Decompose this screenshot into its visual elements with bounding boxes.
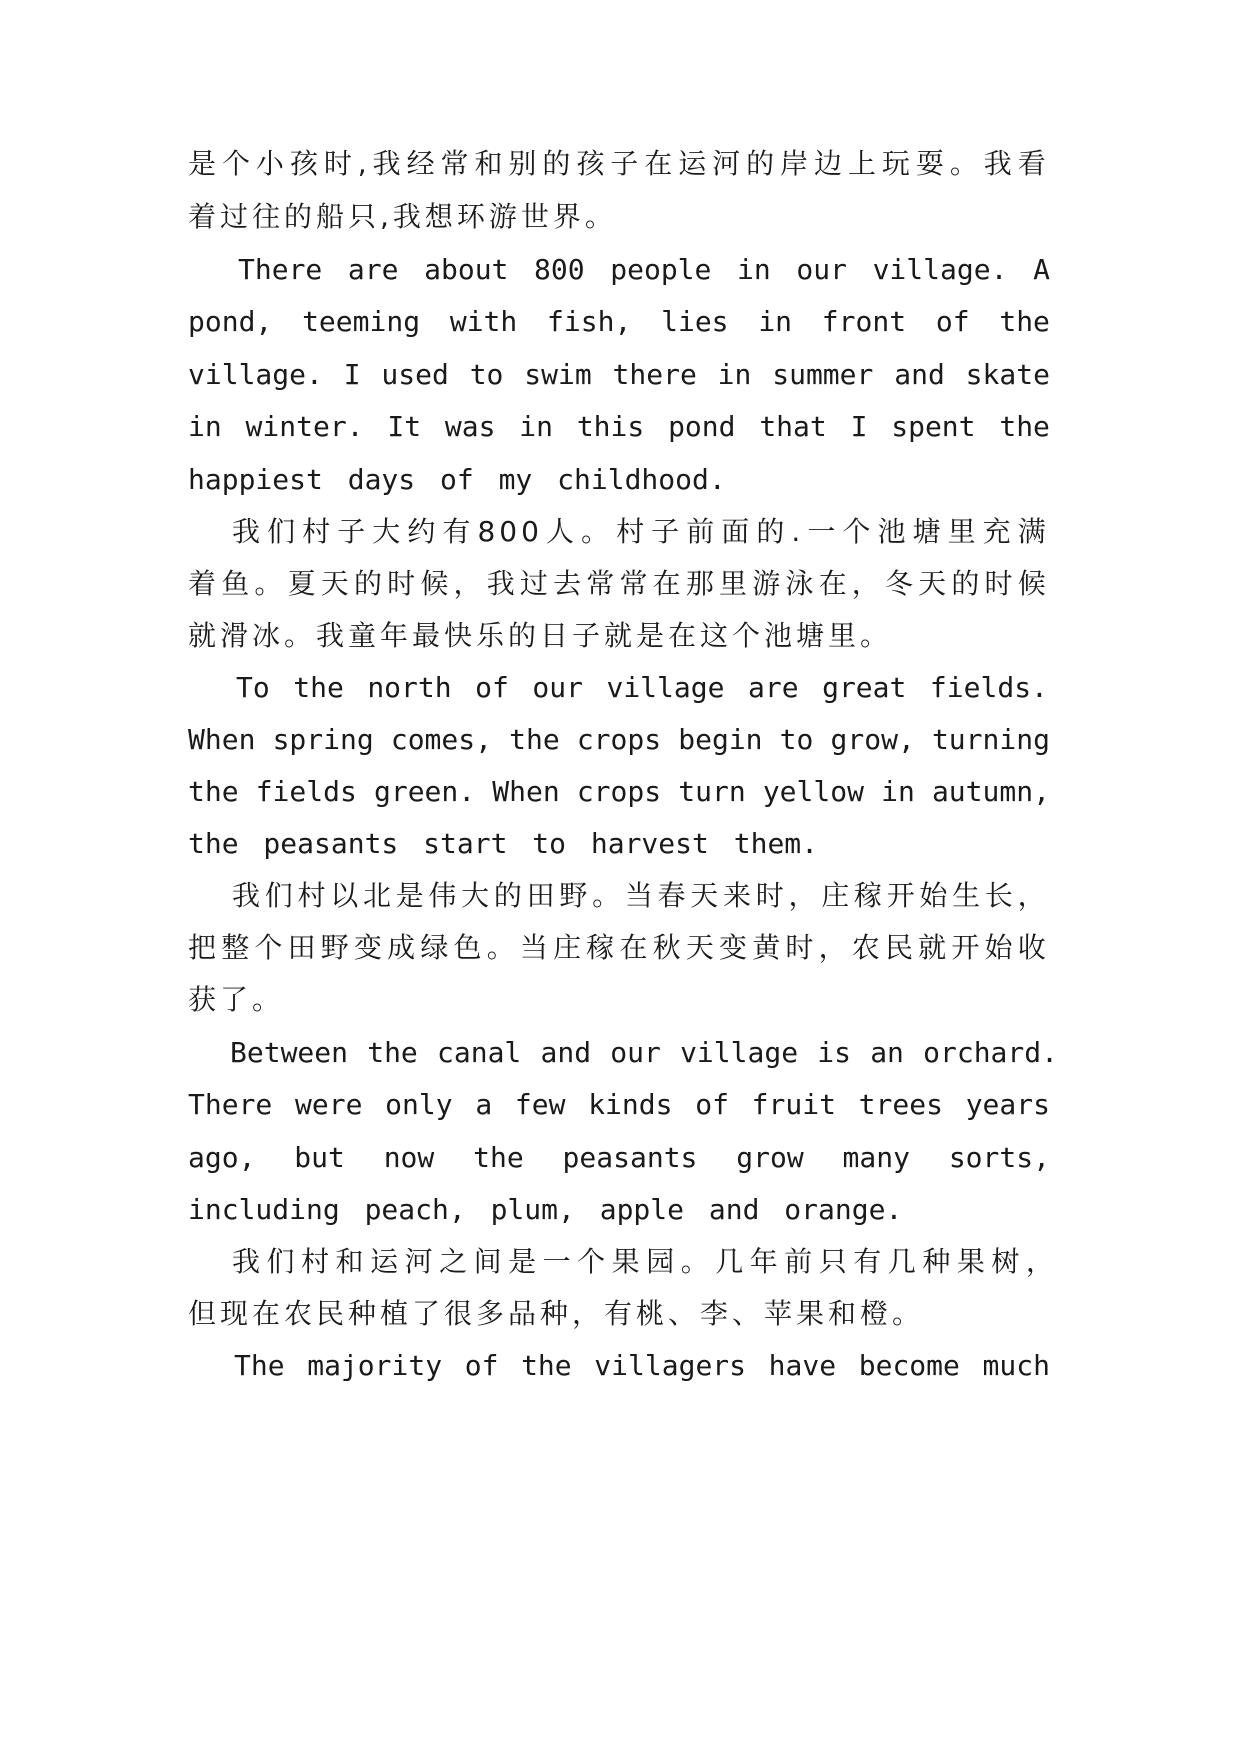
paragraph-first-line <box>232 512 1050 552</box>
glyph: 在 <box>644 147 677 180</box>
word: were <box>295 1088 363 1121</box>
glyph: 游 <box>752 567 785 600</box>
glyph: 黄 <box>752 931 785 964</box>
word: was <box>444 410 496 443</box>
word: in <box>758 305 793 338</box>
word: canal <box>437 1036 522 1069</box>
word: grow <box>736 1141 804 1174</box>
text-line <box>188 1138 1050 1178</box>
text-line <box>188 407 1050 447</box>
glyph: 池 <box>877 515 910 548</box>
word: a <box>475 1088 493 1121</box>
word: pond, <box>188 305 273 338</box>
word: great <box>822 671 907 704</box>
text-line <box>188 144 1050 184</box>
glyph: 鱼 <box>221 567 254 600</box>
glyph: 候 <box>420 567 453 600</box>
glyph: 来 <box>723 879 756 912</box>
glyph: 果 <box>956 1245 989 1278</box>
glyph: 的 <box>542 147 575 180</box>
text-line <box>188 616 1050 656</box>
word: the <box>509 723 560 756</box>
word: It <box>387 410 422 443</box>
glyph: 们 <box>267 515 300 548</box>
word: in <box>519 410 553 443</box>
word: fields <box>255 775 357 808</box>
word: The <box>234 1349 285 1382</box>
text-line <box>188 355 1050 395</box>
line-text: 着过往的船只,我想环游世界。 <box>188 200 617 233</box>
word: spent <box>891 410 976 443</box>
paragraph-first-line <box>236 668 1048 708</box>
glyph: 庄 <box>821 879 854 912</box>
glyph: 河 <box>404 1245 437 1278</box>
glyph: 种 <box>922 1245 955 1278</box>
glyph: 村 <box>301 1245 334 1278</box>
glyph: 玩 <box>881 147 914 180</box>
glyph: ， <box>453 567 486 600</box>
glyph: 耍 <box>915 147 948 180</box>
glyph: 间 <box>473 1245 506 1278</box>
text-line <box>188 824 1050 864</box>
glyph: 河 <box>712 147 745 180</box>
word: comes, <box>390 723 492 756</box>
glyph: 。 <box>949 147 982 180</box>
glyph: 有 <box>853 1245 886 1278</box>
glyph: 天 <box>690 879 723 912</box>
glyph: 前 <box>784 1245 817 1278</box>
glyph: 过 <box>519 567 552 600</box>
word: of <box>695 1088 729 1121</box>
glyph: 天 <box>918 567 951 600</box>
glyph: 收 <box>1017 931 1050 964</box>
glyph: 孩 <box>289 147 322 180</box>
word: fish, <box>547 305 632 338</box>
glyph: 那 <box>685 567 718 600</box>
glyph: 始 <box>919 879 952 912</box>
word: our <box>610 1036 661 1069</box>
glyph: 前 <box>686 515 719 548</box>
glyph: 小 <box>255 147 288 180</box>
glyph: ， <box>851 567 884 600</box>
glyph: 泳 <box>785 567 818 600</box>
glyph: 稼 <box>853 879 886 912</box>
glyph: 我 <box>983 147 1016 180</box>
glyph: 岸 <box>780 147 813 180</box>
word: spring <box>272 723 374 756</box>
word: orchard. <box>923 1036 1058 1069</box>
text-line <box>188 1294 1050 1334</box>
word: our <box>796 253 847 286</box>
word: the <box>367 1036 418 1069</box>
glyph: 大 <box>461 879 494 912</box>
glyph: 满 <box>1017 515 1050 548</box>
glyph: 树 <box>991 1245 1024 1278</box>
text-line <box>188 564 1050 604</box>
glyph: 着 <box>188 567 221 600</box>
line-text: happiest days of my childhood. <box>188 463 726 496</box>
paragraph-first-line <box>230 1033 1058 1073</box>
glyph: 面 <box>721 515 754 548</box>
glyph: 个 <box>577 1245 610 1278</box>
text-line <box>188 928 1050 968</box>
glyph: 园 <box>646 1245 679 1278</box>
glyph: 的 <box>756 515 789 548</box>
word: people <box>610 253 712 286</box>
glyph: 和 <box>335 1245 368 1278</box>
word: fields. <box>929 671 1048 704</box>
glyph: 常 <box>586 567 619 600</box>
paragraph-first-line <box>234 1346 1050 1386</box>
glyph: 别 <box>508 147 541 180</box>
glyph: 把 <box>188 931 221 964</box>
glyph: 果 <box>611 1245 644 1278</box>
word: become <box>858 1349 960 1382</box>
word: in <box>717 358 752 391</box>
glyph: 庄 <box>553 931 586 964</box>
glyph: 时 <box>323 147 356 180</box>
glyph: 只 <box>818 1245 851 1278</box>
word: teeming <box>302 305 421 338</box>
text-line <box>188 720 1050 760</box>
glyph: 伟 <box>428 879 461 912</box>
word: There <box>238 253 323 286</box>
word: our <box>532 671 583 704</box>
glyph: 的 <box>353 567 386 600</box>
glyph: 在 <box>619 931 652 964</box>
glyph: 春 <box>657 879 690 912</box>
glyph: , <box>357 147 371 180</box>
word: kinds <box>588 1088 673 1121</box>
glyph: 长 <box>984 879 1017 912</box>
glyph: 整 <box>221 931 254 964</box>
word: swim <box>524 358 592 391</box>
word: in <box>881 775 915 808</box>
glyph: 上 <box>847 147 880 180</box>
line-text: 但现在农民种植了很多品种，有桃、李、苹果和橙。 <box>188 1297 925 1330</box>
text-line <box>188 772 1050 812</box>
glyph: 。 <box>592 879 625 912</box>
glyph: 我 <box>372 147 405 180</box>
glyph: 天 <box>685 931 718 964</box>
word: peasants <box>562 1141 698 1174</box>
word: winter. <box>245 410 364 443</box>
paragraph-first-line <box>232 876 1050 916</box>
word: north <box>367 671 452 704</box>
line-text: including peach, plum, apple and orange. <box>188 1193 903 1226</box>
word: summer <box>772 358 874 391</box>
word: of <box>475 671 509 704</box>
word: an <box>870 1036 904 1069</box>
glyph: 色 <box>453 931 486 964</box>
text-line <box>188 460 1050 500</box>
glyph: 开 <box>951 931 984 964</box>
word: used <box>381 358 449 391</box>
glyph: 运 <box>678 147 711 180</box>
glyph: 是 <box>508 1245 541 1278</box>
glyph: 去 <box>553 567 586 600</box>
glyph: 的 <box>493 879 526 912</box>
glyph: 我 <box>232 515 265 548</box>
glyph: 的 <box>951 567 984 600</box>
glyph: 秋 <box>652 931 685 964</box>
word: to <box>779 723 814 756</box>
word: but <box>294 1141 345 1174</box>
glyph: 人 <box>545 515 578 548</box>
word: the <box>521 1349 572 1382</box>
word: about <box>424 253 509 286</box>
glyph: 和 <box>474 147 507 180</box>
word: this <box>576 410 645 443</box>
word: the <box>999 410 1050 443</box>
word: sorts, <box>948 1141 1050 1174</box>
glyph: 们 <box>264 879 297 912</box>
glyph: 时 <box>785 931 818 964</box>
glyph: 生 <box>952 879 985 912</box>
glyph: 里 <box>947 515 980 548</box>
word: and <box>894 358 945 391</box>
glyph: 夏 <box>287 567 320 600</box>
word: are <box>748 671 799 704</box>
text-line <box>188 302 1050 342</box>
glyph: 子 <box>337 515 370 548</box>
glyph: 年 <box>749 1245 782 1278</box>
glyph: 之 <box>439 1245 472 1278</box>
glyph: 个 <box>842 515 875 548</box>
glyph: 我 <box>232 1245 265 1278</box>
glyph: 始 <box>984 931 1017 964</box>
text-line <box>188 1085 1050 1125</box>
glyph: 我 <box>232 879 265 912</box>
word: the <box>293 671 344 704</box>
glyph: 变 <box>719 931 752 964</box>
word: much <box>982 1349 1050 1382</box>
glyph: 时 <box>755 879 788 912</box>
glyph: 变 <box>353 931 386 964</box>
glyph: 农 <box>851 931 884 964</box>
paragraph-first-line <box>232 1242 1058 1282</box>
word: green. <box>373 775 476 808</box>
word: village. <box>188 358 323 391</box>
word: village <box>680 1036 799 1069</box>
word: of <box>935 305 970 338</box>
glyph: ， <box>1017 879 1050 912</box>
glyph: 几 <box>887 1245 920 1278</box>
glyph: 约 <box>407 515 440 548</box>
glyph: 时 <box>387 567 420 600</box>
glyph: 。 <box>254 567 287 600</box>
glyph: 有 <box>442 515 475 548</box>
glyph: 候 <box>1017 567 1050 600</box>
word: many <box>842 1141 910 1174</box>
glyph: 里 <box>719 567 752 600</box>
word: yellow <box>762 775 864 808</box>
word: A <box>1033 253 1050 286</box>
glyph: 充 <box>982 515 1015 548</box>
text-line <box>188 1190 1050 1230</box>
glyph: 大 <box>372 515 405 548</box>
glyph: 个 <box>221 147 254 180</box>
glyph: ， <box>1025 1245 1058 1278</box>
word: front <box>821 305 907 338</box>
word: of <box>464 1349 499 1382</box>
word: in <box>188 410 222 443</box>
word: I <box>343 358 361 391</box>
glyph: 孩 <box>576 147 609 180</box>
word: are <box>347 253 399 286</box>
line-text: the peasants start to harvest them. <box>188 827 819 860</box>
word: only <box>385 1088 453 1121</box>
word: autumn, <box>931 775 1050 808</box>
glyph: 子 <box>651 515 684 548</box>
glyph: 的 <box>746 147 779 180</box>
word: begin <box>678 723 763 756</box>
word: When <box>492 775 560 808</box>
glyph: 是 <box>395 879 428 912</box>
glyph: 绿 <box>420 931 453 964</box>
word: fruit <box>751 1088 836 1121</box>
word: is <box>817 1036 851 1069</box>
glyph: 民 <box>884 931 917 964</box>
word: trees <box>858 1088 943 1121</box>
glyph: 看 <box>1017 147 1050 180</box>
glyph: 时 <box>984 567 1017 600</box>
glyph: ， <box>788 879 821 912</box>
glyph: 在 <box>818 567 851 600</box>
glyph: 村 <box>297 879 330 912</box>
glyph: 野 <box>320 931 353 964</box>
word: village <box>606 671 725 704</box>
word: the <box>188 775 239 808</box>
glyph: 田 <box>287 931 320 964</box>
word: with <box>449 305 518 338</box>
word: years <box>965 1088 1050 1121</box>
glyph: 几 <box>715 1245 748 1278</box>
glyph: 。 <box>581 515 614 548</box>
word: majority <box>307 1349 443 1382</box>
word: to <box>469 358 504 391</box>
word: there <box>612 358 697 391</box>
word: Between <box>230 1036 349 1069</box>
glyph: 常 <box>440 147 473 180</box>
glyph: 是 <box>188 147 221 180</box>
word: 800 <box>534 253 585 286</box>
glyph: 经 <box>406 147 439 180</box>
glyph: 常 <box>619 567 652 600</box>
glyph: 野 <box>559 879 592 912</box>
glyph: 稼 <box>586 931 619 964</box>
glyph: 运 <box>370 1245 403 1278</box>
glyph: 村 <box>302 515 335 548</box>
word: village. <box>872 253 1008 286</box>
word: skate <box>965 358 1050 391</box>
word: To <box>236 671 270 704</box>
word: grow, <box>830 723 915 756</box>
glyph: 北 <box>362 879 395 912</box>
word: now <box>383 1141 435 1174</box>
glyph: 当 <box>519 931 552 964</box>
glyph: 800 <box>477 515 543 548</box>
text-line <box>188 197 1050 237</box>
word: There <box>188 1088 273 1121</box>
word: When <box>188 723 256 756</box>
glyph: 一 <box>542 1245 575 1278</box>
glyph: 天 <box>320 567 353 600</box>
word: lies <box>661 305 729 338</box>
glyph: 一 <box>807 515 840 548</box>
glyph: 开 <box>886 879 919 912</box>
word: villagers <box>594 1349 747 1382</box>
word: pond <box>668 410 736 443</box>
glyph: 冬 <box>884 567 917 600</box>
glyph: 就 <box>918 931 951 964</box>
paragraph-first-line <box>238 250 1050 290</box>
word: turn <box>678 775 746 808</box>
word: have <box>768 1349 837 1382</box>
line-text: 获了。 <box>188 983 285 1016</box>
glyph: 。 <box>680 1245 713 1278</box>
word: the <box>473 1141 524 1174</box>
glyph: 以 <box>330 879 363 912</box>
word: that <box>759 410 827 443</box>
glyph: 当 <box>624 879 657 912</box>
word: and <box>540 1036 592 1069</box>
text-line <box>188 980 1050 1020</box>
word: few <box>514 1088 566 1121</box>
glyph: 子 <box>610 147 643 180</box>
word: ago, <box>188 1141 256 1174</box>
glyph: 田 <box>526 879 559 912</box>
line-text: 就滑冰。我童年最快乐的日子就是在这个池塘里。 <box>188 619 893 652</box>
glyph: 在 <box>652 567 685 600</box>
word: the <box>999 305 1050 338</box>
glyph: ， <box>818 931 851 964</box>
glyph: 。 <box>486 931 519 964</box>
glyph: 个 <box>254 931 287 964</box>
glyph: 边 <box>814 147 847 180</box>
word: crops <box>576 723 662 756</box>
word: crops <box>576 775 662 808</box>
glyph: 塘 <box>912 515 945 548</box>
glyph: 村 <box>616 515 649 548</box>
glyph: 我 <box>486 567 519 600</box>
glyph: . <box>791 515 805 548</box>
word: turning <box>931 723 1050 756</box>
glyph: 成 <box>387 931 420 964</box>
glyph: 们 <box>266 1245 299 1278</box>
word: I <box>850 410 868 443</box>
word: in <box>737 253 771 286</box>
